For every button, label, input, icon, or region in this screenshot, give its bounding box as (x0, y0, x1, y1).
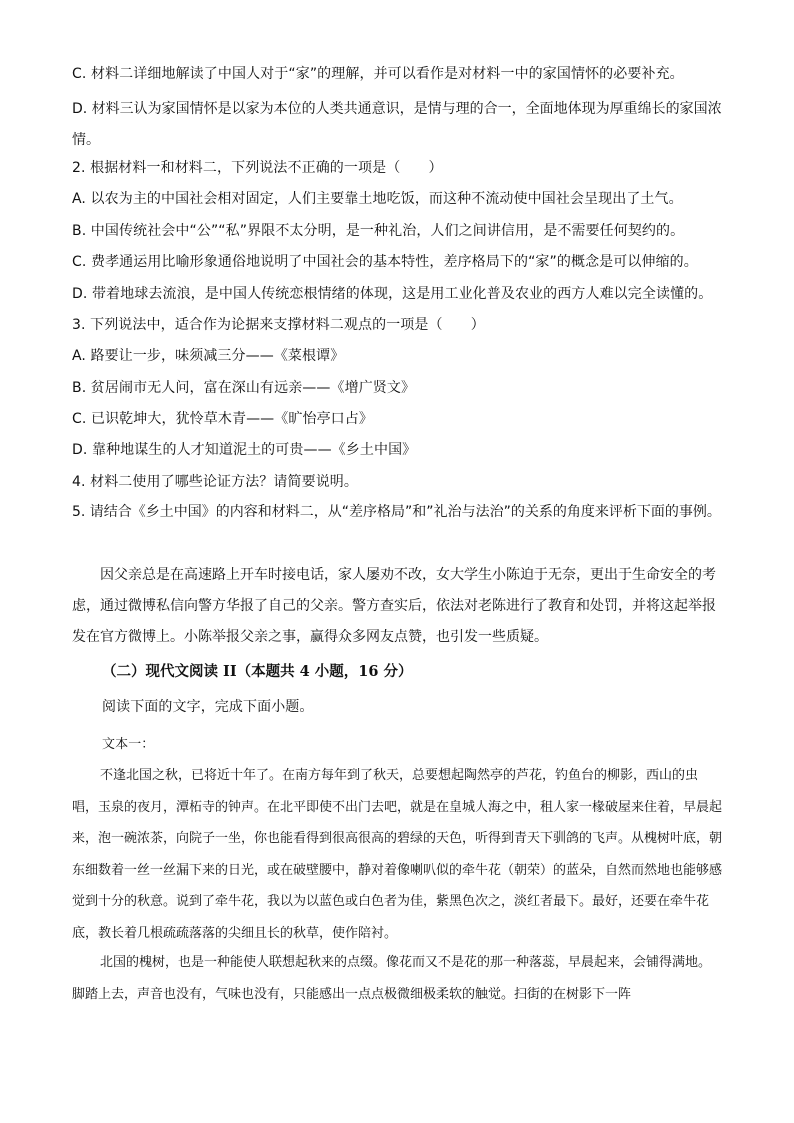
option-d-q1: D. 材料三认为家国情怀是以家为本位的人类共通意识，是情与理的合一，全面地体现为厚重绵长的家国浓情。 (72, 101, 722, 148)
question-3: 3. 下列说法中，适合作为论据来支撑材料二观点的一项是（ ） (72, 317, 485, 333)
option-d-q3: D. 靠种地谋生的人才知道泥土的可贵——《乡土中国》 (72, 442, 417, 458)
scenario-paragraph: 因父亲总是在高速路上开车时接电话，家人屡劝不改，女大学生小陈迫于无奈，更出于生命安全的考虑，通过微博私信向警方华报了自己的父亲。警方查实后，依法对老陈进行了教育和处罚，并将这起举报发在官方微博上。小陈举报父亲之事，赢得众多网友点赞，也引发一些质疑。 (72, 567, 716, 645)
question-5: 5. 请结合《乡土中国》的内容和材料二，从“差序格局”和”礼治与法治”的关系的角度来评析下面的事例。 (72, 504, 721, 520)
option-b-q3: B. 贫居闹市无人问，富在深山有远亲——《增广贤文》 (72, 380, 416, 396)
passage-paragraph-1: 不逢北国之秋，已将近十年了。在南方每年到了秋天，总要想起陶然亭的芦花，钓鱼台的柳影，西山的虫唱，玉泉的夜月，潭柘寺的钟声。在北平即使不出门去吧，就是在皇城人海之中，租人家一椽破屋来住着，早晨起来，泡一碗浓茶，向院子一坐，你也能看得到很高很高的碧绿的天色，听得到青天下驯鸽的飞声。从槐树叶底，朝东细数着一丝一丝漏下来的日光，或在破壁腰中，静对着像喇叭似的牵牛花（朝荣）的蓝朵，自然而然地也能够感觉到十分的秋意。说到了牵牛花，我以为以蓝色或白色者为佳，紫黑色次之，淡红者最下。最好，还要在牵牛花底，教长着几根疏疏落落的尖细且长的秋草，使作陪衬。 (72, 768, 723, 941)
question-2: 2. 根据材料一和材料二，下列说法不正确的一项是（ ） (72, 160, 443, 176)
text-label: 文本一： (102, 737, 155, 752)
option-b-q2: B. 中国传统社会中“公”“私”界限不太分明，是一种礼治，人们之间讲信用，是不需要任何契约的。 (72, 223, 685, 239)
option-a-q3: A. 路要让一步，味须减三分——《菜根谭》 (72, 348, 345, 364)
option-c-q2: C. 费孝通运用比喻形象通俗地说明了中国社会的基本特性，差序格局下的“家”的概念是可以伸缩的。 (72, 254, 698, 270)
option-a-q2: A. 以农为主的中国社会相对固定，人们主要靠土地吃饭，而这种不流动使中国社会呈现出了土气。 (72, 191, 683, 207)
option-d-q2: D. 带着地球去流浪，是中国人传统恋根情绪的体现，这是用工业化普及农业的西方人难以完全读懂的。 (72, 286, 713, 302)
option-c-q1: C. 材料二详细地解读了中国人对于“家”的理解，并可以看作是对材料一中的家国情怀的必要补充。 (72, 66, 684, 82)
reading-instruction: 阅读下面的文字，完成下面小题。 (102, 699, 314, 715)
passage-paragraph-2: 北国的槐树，也是一种能使人联想起秋来的点缀。像花而又不是花的那一种落蕊，早晨起来，会铺得满地。脚踏上去，声音也没有，气味也没有，只能感出一点点极微细极柔软的触觉。扫街的在树影下一阵 (72, 955, 712, 1002)
option-c-q3: C. 已识乾坤大，犹怜草木青——《旷怡亭口占》 (72, 411, 373, 427)
section-title: （二）现代文阅读 II（本题共 4 小题，16 分） (102, 663, 413, 680)
question-4: 4. 材料二使用了哪些论证方法？请简要说明。 (72, 474, 359, 490)
